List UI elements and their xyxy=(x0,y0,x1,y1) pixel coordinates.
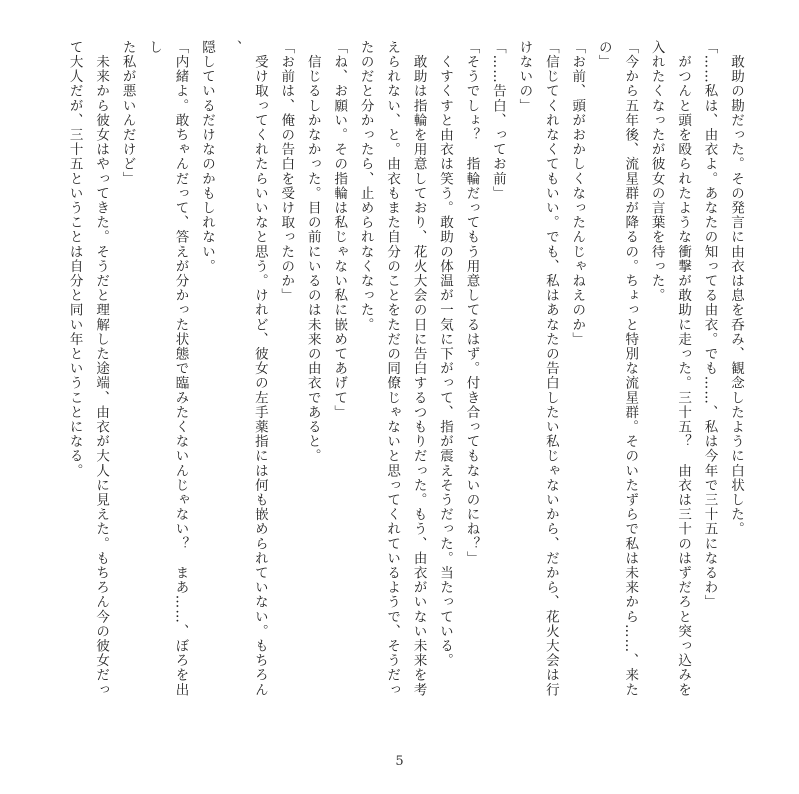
text-line: 未来から彼女はやってきた。そうだと理解した途端、由衣が大人に見えた。もちろん今の彼女だっ xyxy=(93,40,110,697)
text-line: たのだと分かったら、止められなくなった。 xyxy=(357,40,374,332)
text-line: えられない、と。由衣もまた自分のことをただの同僚じゃないと思ってくれているようで、そうだっ xyxy=(384,40,401,697)
text-line: 「ね、お願い。その指輪は私じゃない私に嵌めてあげて」 xyxy=(331,40,348,420)
text-line: くすくすと由衣は笑う。敢助の体温が一気に下がって、指が震えそうだった。当たっている。 xyxy=(437,40,454,668)
text-line: た私が悪いんだけど」 xyxy=(119,40,136,186)
text-line: けないの」 xyxy=(516,40,533,113)
page-number: 5 xyxy=(395,754,404,769)
text-line: 受け取ってくれたらいいなと思う。けれど、彼女の左手薬指には何も嵌められていない。もちろん、 xyxy=(225,40,268,697)
text-line: 敢助は指輪を用意しており、花火大会の日に告白するつもりだった。もう、由衣がいない未来を考 xyxy=(410,40,427,697)
text-line: 隠しているだけなのかもしれない。 xyxy=(198,40,215,274)
text-line: 信じるしかなかった。目の前にいるのは未来の由衣であると。 xyxy=(304,40,321,464)
text-line: 「……私は、由衣よ。あなたの知ってる由衣。でも……、私は今年で三十五になるわ」 xyxy=(701,40,718,610)
vertical-text-body xyxy=(61,40,749,702)
text-line: 「お前、頭がおかしくなったんじゃねえのか」 xyxy=(569,40,586,347)
text-line: 「そうでしょ？ 指輪だってもう用意してるはず。付き合ってもないのにね？」 xyxy=(463,40,480,566)
text-line: 敢助の勘だった。その発言に由衣は息を呑み、観念したように白状した。 xyxy=(728,40,744,537)
text-line: 入れたくなったが彼女の言葉を待った。 xyxy=(648,40,665,303)
text-line: 「お前は、俺の告白を受け取ったのか」 xyxy=(278,40,295,303)
text-line: 「内緒よ。敢ちゃんだって、答えが分かった状態で臨みたくないんじゃない？ まあ……、ぼろを出し xyxy=(146,40,189,697)
text-line: がつんと頭を殴られたような衝撃が敢助に走った。三十五？ 由衣は三十のはずだろと突っ込みを xyxy=(675,40,692,697)
text-line: 「……告白、ってお前」 xyxy=(489,40,506,201)
text-line: 「今から五年後、流星群が降るの。ちょっと特別な流星群。そのいたずらで私は未来から……、来た xyxy=(622,40,639,697)
text-line: 「信じてくれなくてもいい。でも、私はあなたの告白したい私じゃないから、だから、花火大会は行 xyxy=(542,40,559,697)
text-line: て大人だが、三十五ということは自分と同い年ということになる。 xyxy=(66,40,83,478)
text-line: の」 xyxy=(595,40,612,70)
